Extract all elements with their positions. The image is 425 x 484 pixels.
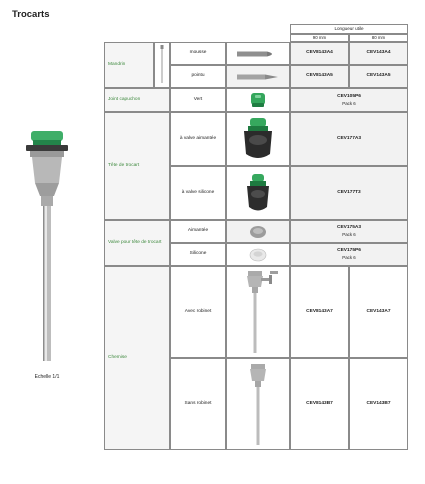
mandrin-pointu-code-90: CEV8143A5 — [290, 65, 349, 88]
chemise-sans-code-80: CEV143B7 — [349, 358, 408, 450]
chemise-sans-label: Sans robinet — [170, 358, 226, 450]
mandrin-pointu-code-80: CEV143A5 — [349, 65, 408, 88]
chemise-sans-image — [226, 358, 290, 450]
valve-aimantee-code-text: CEV175A3 — [337, 225, 361, 231]
tete-silicone-image — [226, 166, 290, 220]
chemise-avec-label: Avec robinet — [170, 266, 226, 358]
valve-silicone-pack: Pack 6 — [342, 255, 356, 261]
mandrin-mousse-label: mousse — [170, 42, 226, 65]
mandrin-mousse-code-90: CEV8143A4 — [290, 42, 349, 65]
valve-silicone-label: Silicone — [170, 243, 226, 266]
mandrin-rod-icon — [158, 45, 166, 85]
chemise-avec-image — [226, 266, 290, 358]
green-cap-icon — [249, 91, 267, 109]
joint-pack: Pack 6 — [342, 100, 356, 106]
joint-code — [290, 88, 408, 112]
scale-label: Echelle 1/1 — [34, 374, 60, 380]
mandrin-mousse-image — [226, 42, 290, 65]
magnetic-valve-head-icon — [240, 116, 276, 162]
mandrin-pointu-image — [226, 65, 290, 88]
valve-aimantee-label: Aimantée — [170, 220, 226, 243]
chemise-avec-code-90: CEV8143A7 — [290, 266, 349, 358]
magnetic-valve-disc-icon — [249, 225, 267, 239]
tete-silicone-code: CEV177T3 — [290, 166, 408, 220]
tete-aimantee-image — [226, 112, 290, 166]
header-80mm: 80 mm — [349, 34, 408, 42]
page-title: Trocarts — [12, 9, 50, 20]
category-mandrin: Mandrin — [104, 42, 154, 88]
sheath-without-stopcock-icon — [243, 361, 273, 447]
tete-aimantee-label: à valve aimantée — [170, 112, 226, 166]
silicone-valve-disc-icon — [249, 248, 267, 262]
header-useful-length: Longueur utile — [290, 24, 408, 34]
sheath-with-stopcock-icon — [236, 269, 280, 355]
pointed-tip-icon — [237, 72, 279, 82]
tete-aimantee-code: CEV177A3 — [290, 112, 408, 166]
tete-silicone-label: à valve silicone — [170, 166, 226, 220]
blunt-tip-icon — [237, 49, 279, 59]
silicone-valve-head-icon — [243, 171, 273, 215]
joint-image — [226, 88, 290, 112]
header-90mm: 90 mm — [290, 34, 349, 42]
category-joint-capuchon: Joint capuchon — [104, 88, 170, 112]
mandrin-illustration — [154, 42, 170, 88]
valve-aimantee-pack: Pack 6 — [342, 232, 356, 238]
mandrin-pointu-label: pointu — [170, 65, 226, 88]
valve-aimantee-code — [290, 220, 408, 243]
category-valve-pour-tete: Valve pour tête de trocart — [104, 220, 170, 266]
valve-silicone-code — [290, 243, 408, 266]
chemise-avec-code-80: CEV143A7 — [349, 266, 408, 358]
valve-silicone-code-text: CEV175P6 — [337, 248, 361, 254]
mandrin-mousse-code-80: CEV143A4 — [349, 42, 408, 65]
joint-label: Vert — [170, 88, 226, 112]
trocar-illustration — [12, 128, 82, 368]
chemise-sans-code-90: CEV8143B7 — [290, 358, 349, 450]
joint-code-text: CEV105P6 — [337, 93, 361, 99]
category-chemise: Chemise — [104, 266, 170, 450]
valve-aimantee-image — [226, 220, 290, 243]
category-tete-de-trocart: Tête de trocart — [104, 112, 170, 220]
valve-silicone-image — [226, 243, 290, 266]
